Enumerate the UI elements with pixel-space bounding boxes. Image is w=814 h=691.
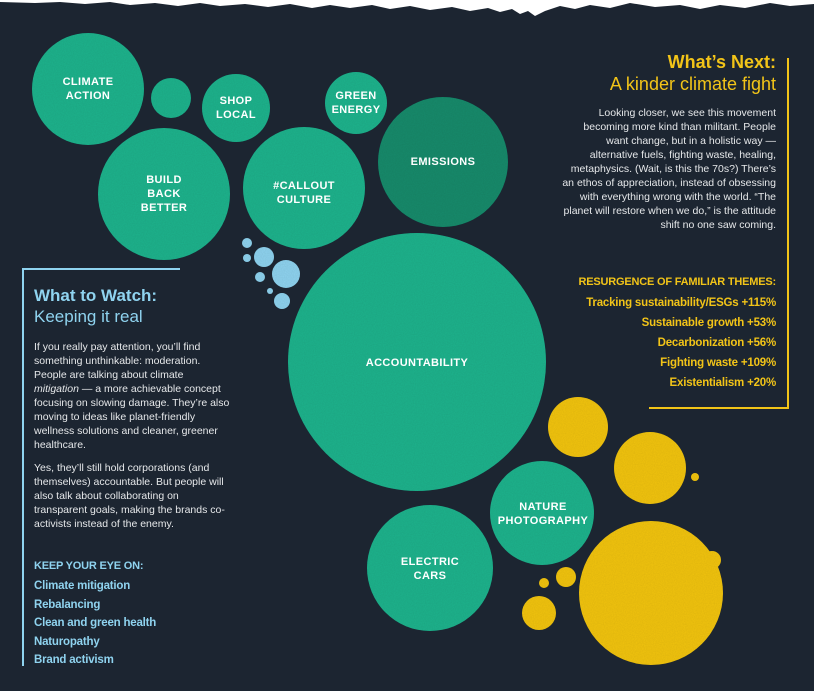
bubble-blue-3 [243, 254, 251, 262]
list-item: Clean and green health [34, 617, 157, 629]
bubble-blue-4 [272, 260, 300, 288]
label-shop-local: SHOP LOCAL [216, 95, 256, 121]
list-item: Existentialism +20% [669, 377, 776, 389]
what-to-watch-subtitle: Keeping it real [34, 307, 143, 326]
bubble-yellow-2 [614, 432, 686, 504]
whats-next-list [586, 293, 776, 393]
what-to-watch-rule-horizontal [22, 268, 180, 270]
what-to-watch-list-heading: KEEP YOUR EYE ON: [34, 560, 144, 572]
list-item: Naturopathy [34, 635, 100, 648]
list-item: Climate mitigation [34, 580, 131, 592]
what-to-watch-body [34, 340, 230, 540]
whats-next-title: What’s Next: [667, 52, 776, 72]
whats-next-list-heading: RESURGENCE OF FAMILIAR THEMES: [578, 276, 776, 288]
bubble-small-green [151, 78, 191, 118]
list-item: Tracking sustainability/ESGs +115% [586, 297, 776, 309]
bubble-yellow-8 [522, 596, 556, 630]
label-electric-cars: ELECTRIC CARS [400, 556, 460, 582]
list-item: Decarbonization +56% [657, 337, 776, 349]
paragraph-text: If you really pay attention, you’ll find something unthinkable: moderation. People are talking about climate [34, 341, 201, 381]
bubble-blue-1 [242, 238, 252, 248]
what-to-watch-paragraph-1 [34, 340, 230, 452]
list-item: Fighting waste +109% [660, 357, 776, 369]
label-nature-photography: NATURE PHOTOGRAPHY [497, 501, 589, 527]
label-green-energy: GREEN ENERGY [331, 90, 381, 116]
what-to-watch-list [34, 577, 156, 670]
list-item: Brand activism [34, 654, 114, 666]
what-to-watch-paragraph-2: Yes, they’ll still hold corporations (and themselves) accountable. But people will also talk about collaborating on transparent goals, making the brands co-activists instead of the enemy. [34, 462, 225, 530]
whats-next-rule-horizontal [649, 407, 789, 409]
label-climate-action: CLIMATE ACTION [62, 76, 114, 102]
bubble-blue-5 [255, 272, 265, 282]
bubble-yellow-5 [539, 578, 549, 588]
bubble-yellow-3 [691, 473, 699, 481]
bubble-yellow-6 [556, 567, 576, 587]
whats-next-body: Looking closer, we see this movement becoming more kind than militant. People want change, but in a holistic way — alternative fuels, fighting waste, healing, metaphysics. (Wait, is this the 70s?) There’s an ethos of appreciation, instead of obsessing with everything wrong with the world. “The planet will restore when we do,” is the attitude shift no one saw coming. [562, 107, 776, 231]
label-accountability: ACCOUNTABILITY [365, 357, 469, 369]
label-emissions: EMISSIONS [410, 156, 476, 168]
paragraph-emphasis: mitigation [34, 383, 79, 395]
bubble-blue-6 [267, 288, 273, 294]
bubble-blue-7 [274, 293, 290, 309]
list-item: Sustainable growth +53% [641, 317, 776, 329]
list-item: Rebalancing [34, 598, 101, 611]
whats-next-rule-vertical [787, 58, 789, 409]
label-callout-culture: #CALLOUT CULTURE [273, 180, 335, 206]
label-build-back-better: BUILD BACK BETTER [140, 174, 188, 214]
bubble-yellow-1 [548, 397, 608, 457]
what-to-watch-title: What to Watch: [34, 286, 158, 305]
whats-next-subtitle: A kinder climate fight [609, 74, 776, 94]
what-to-watch-rule-vertical [22, 268, 24, 666]
paragraph-text: — a more achievable concept focusing on slowing damage. They’re also moving to ideas like planet-friendly wellness solutions and cleaner, greener healthcare. [34, 383, 230, 451]
bubble-blue-2 [254, 247, 274, 267]
bubble-yellow-7 [579, 521, 723, 665]
